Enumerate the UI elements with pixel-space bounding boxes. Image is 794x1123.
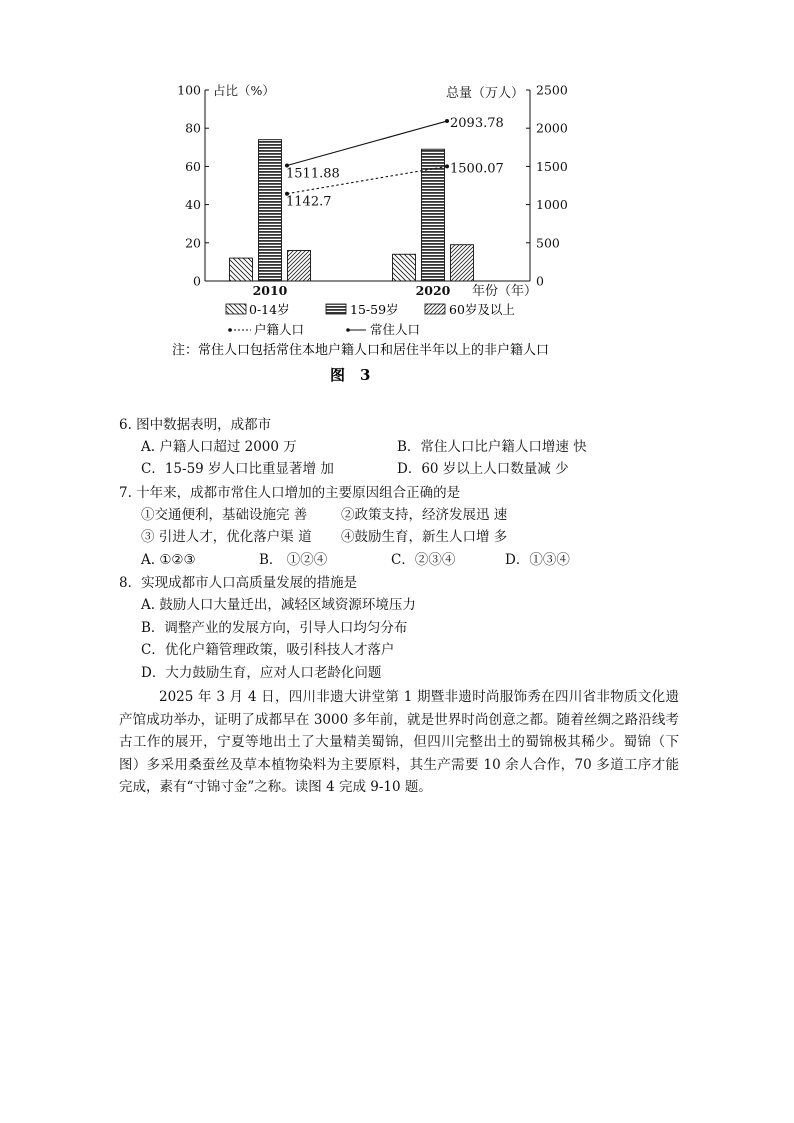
legend	[226, 302, 515, 337]
question-7-option-a[interactable]: A. ①②③	[141, 552, 196, 568]
question-7-item-3: ③ 引进人才，优化落户渠 道	[141, 529, 312, 545]
left-tick-label-0: 0	[193, 273, 201, 289]
legend-label-60plus: 60岁及以上	[449, 302, 515, 317]
bar-15-59-2010	[259, 140, 282, 281]
question-8-option-c[interactable]: C．优化户籍管理政策，吸引科技人才落户	[141, 642, 395, 658]
category-label-2020: 2020	[415, 283, 451, 298]
bar-60plus-2020	[451, 245, 474, 281]
question-8-option-d[interactable]: D．大力鼓励生育，应对人口老龄化问题	[141, 665, 382, 681]
reading-passage: 2025 年 3 月 4 日，四川非遗大讲堂第 1 期暨非遗时尚服饰秀在四川省非物质文化遗产馆成功举办，证明了成都早在 3000 多年前，就是世界时尚创意之都。随着丝绸之路沿线考古工作的展开，宁夏等地出土了大量精美蜀锦，但四川完整出土的蜀锦极其稀少。蜀锦（下图）多采用桑蚕丝及草本植物染料为主要原料，其生产需要 10 余人合作，70 多道工序才能完成，素有“寸锦寸金”之称。读图 4 完成 9-10 题。	[119, 689, 679, 795]
legend-swatch-0-14	[226, 304, 246, 314]
question-6-option-d[interactable]: D．60 岁以上人口数量减 少	[397, 461, 569, 477]
right-tick-label-0: 0	[536, 273, 544, 289]
question-6-stem: 6. 图中数据表明，成都市	[119, 417, 272, 433]
left-axis-ticks	[177, 83, 209, 289]
legend-swatch-60plus	[425, 304, 445, 314]
data-label-changzhu-2010: 1511.88	[286, 166, 340, 182]
point-huji-2020	[445, 164, 449, 168]
population-chart	[0, 0, 794, 400]
left-tick-label-80: 80	[185, 120, 201, 136]
right-tick-label-2000: 2000	[536, 120, 568, 136]
question-7-option-d[interactable]: D．①③④	[505, 552, 570, 568]
legend-label-changzhu: 常住人口	[370, 322, 421, 337]
question-7-item-2: ②政策支持，经济发展迅 速	[341, 507, 508, 523]
question-6-option-a[interactable]: A. 户籍人口超过 2000 万	[141, 439, 297, 455]
legend-dot-changzhu	[346, 328, 350, 332]
left-axis-label: 占比（%）	[213, 83, 275, 98]
left-tick-label-20: 20	[185, 235, 201, 251]
figure-caption: 图 3	[330, 366, 371, 384]
category-labels	[253, 283, 451, 298]
point-changzhu-2020	[445, 119, 449, 123]
right-tick-label-1500: 1500	[536, 158, 568, 174]
data-label-huji-2010: 1142.7	[286, 194, 332, 210]
question-8-option-b[interactable]: B．调整产业的发展方向，引导人口均匀分布	[141, 620, 408, 636]
right-tick-label-2500: 2500	[536, 82, 568, 98]
legend-label-15-59: 15-59岁	[350, 302, 399, 317]
question-6-option-b[interactable]: B．常住人口比户籍人口增速 快	[397, 439, 587, 455]
legend-label-huji: 户籍人口	[254, 322, 305, 337]
data-label-huji-2020: 1500.07	[450, 161, 504, 177]
question-8-stem: 8．实现成都市人口高质量发展的措施是	[119, 575, 358, 591]
chart-note: 注：常住人口包括常住本地户籍人口和居住半年以上的非户籍人口	[172, 343, 550, 358]
bar-0-14-2020	[393, 254, 416, 281]
x-axis-label: 年份（年）	[472, 284, 538, 299]
right-axis-ticks	[526, 83, 568, 289]
bar-series	[230, 140, 474, 281]
question-7-option-c[interactable]: C．②③④	[391, 552, 456, 568]
bar-60plus-2010	[288, 250, 311, 281]
line-series	[285, 116, 504, 210]
bar-0-14-2010	[230, 258, 253, 281]
question-7-stem: 7. 十年来，成都市常住人口增加的主要原因组合正确的是	[119, 485, 461, 501]
question-6-option-c[interactable]: C．15-59 岁人口比重显著增 加	[141, 461, 334, 477]
bar-15-59-2020	[422, 149, 445, 281]
data-label-changzhu-2020: 2093.78	[450, 116, 504, 132]
left-tick-label-40: 40	[185, 197, 201, 213]
category-label-2010: 2010	[252, 283, 288, 298]
legend-label-0-14: 0-14岁	[249, 302, 290, 317]
question-7-option-b[interactable]: B． ①②④	[259, 552, 328, 568]
question-7-item-1: ①交通便利，基础设施完 善	[141, 507, 308, 523]
question-7-item-4: ④鼓励生育，新生人口增 多	[341, 529, 508, 545]
question-8-option-a[interactable]: A. 鼓励人口大量迁出，减轻区域资源环境压力	[141, 597, 416, 613]
left-tick-label-100: 100	[177, 82, 201, 98]
legend-swatch-15-59	[326, 304, 346, 314]
right-tick-label-500: 500	[536, 235, 560, 251]
right-axis-label: 总量（万人）	[445, 86, 524, 101]
legend-dot-huji	[228, 328, 232, 332]
left-tick-label-60: 60	[185, 158, 201, 174]
right-tick-label-1000: 1000	[536, 197, 568, 213]
